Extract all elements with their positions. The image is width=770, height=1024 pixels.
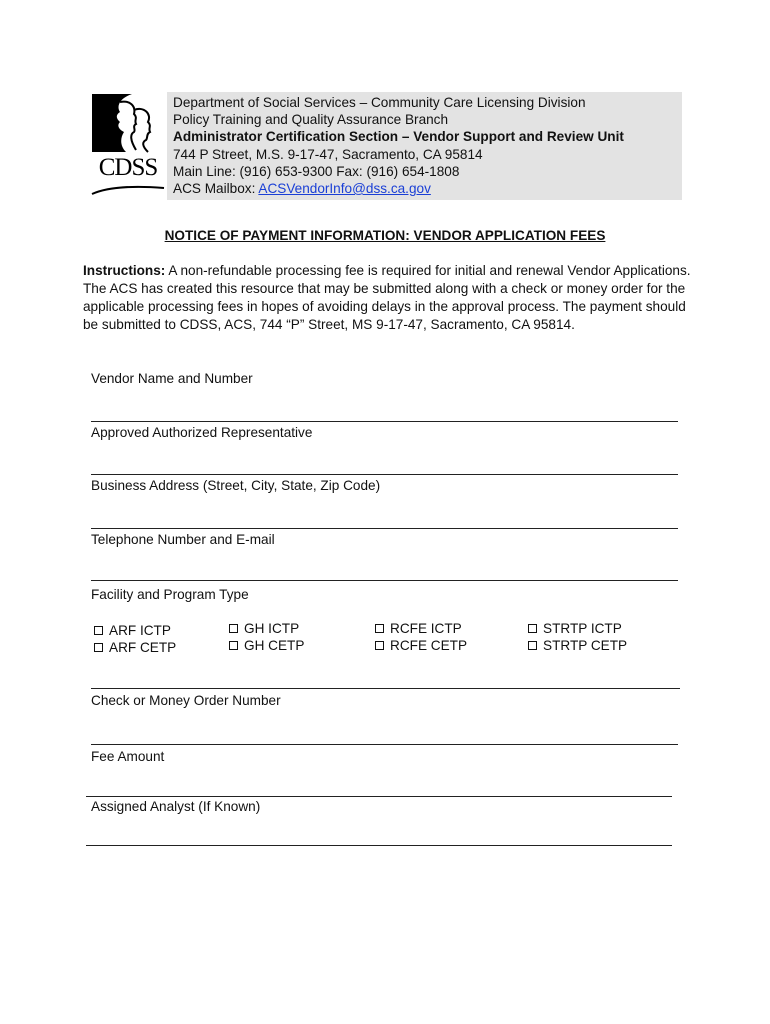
checkbox-icon[interactable] (528, 641, 537, 650)
program-group-gh (229, 620, 304, 654)
agency-header (167, 92, 682, 200)
agency-line-department: Department of Social Services – Community Care Licensing Division (173, 95, 586, 110)
business-address-label: Business Address (Street, City, State, Zip Code) (91, 478, 381, 493)
fee-amount-line[interactable] (86, 796, 672, 797)
mailbox-email-link[interactable]: ACSVendorInfo@dss.ca.gov (258, 181, 431, 197)
logo-wordmark: CDSS (98, 154, 158, 181)
authorized-rep-line[interactable] (91, 474, 678, 475)
facility-type-line[interactable] (91, 688, 680, 689)
checkbox-icon[interactable] (229, 641, 238, 650)
checkbox-arf-cetp[interactable] (94, 639, 176, 656)
program-group-arf (94, 622, 176, 656)
fee-amount-label: Fee Amount (91, 749, 165, 764)
instructions-text: A non-refundable processing fee is required for initial and renewal Vendor Applications. The ACS has created this resource that may be submitted along with a check or money order for the applicable processing fees in hopes of avoiding delays in the approval process. The payment should be submitted to CDSS, ACS, 744 “P” Street, MS 9-17-47, Sacramento, CA 95814. (83, 263, 691, 332)
checkbox-label: STRTP CETP (543, 638, 628, 653)
instructions (83, 262, 693, 334)
facility-type-label: Facility and Program Type (91, 587, 249, 602)
checkbox-icon[interactable] (528, 624, 537, 633)
checkbox-label: RCFE CETP (390, 638, 468, 653)
instructions-label: Instructions: (83, 263, 166, 278)
program-group-rcfe (375, 620, 467, 654)
telephone-label: Telephone Number and E-mail (91, 532, 275, 547)
agency-line-branch: Policy Training and Quality Assurance Branch (173, 112, 449, 128)
checkbox-label: STRTP ICTP (543, 621, 622, 636)
checkbox-icon[interactable] (375, 624, 384, 633)
analyst-label: Assigned Analyst (If Known) (91, 799, 261, 814)
checkbox-label: ARF ICTP (109, 623, 171, 638)
checkbox-icon[interactable] (229, 624, 238, 633)
telephone-line[interactable] (91, 580, 678, 581)
checkbox-label: ARF CETP (109, 640, 177, 655)
checkbox-label: RCFE ICTP (390, 621, 462, 636)
agency-line-phone: Main Line: (916) 653-9300 Fax: (916) 654-1808 (173, 163, 460, 179)
agency-line-address: 744 P Street, M.S. 9-17-47, Sacramento, CA 95814 (173, 146, 483, 162)
business-address-line[interactable] (91, 528, 678, 529)
checkbox-strtp-ictp[interactable] (528, 620, 627, 637)
checkbox-label: GH ICTP (244, 621, 300, 636)
authorized-rep-label: Approved Authorized Representative (91, 425, 313, 440)
vendor-name-label: Vendor Name and Number (91, 371, 253, 386)
profiles-icon (90, 92, 166, 154)
logo-swoosh-icon (90, 184, 166, 196)
checkbox-icon[interactable] (94, 626, 103, 635)
program-group-strtp (528, 620, 627, 654)
agency-line-mailbox (173, 180, 682, 197)
cdss-logo (90, 92, 166, 200)
check-number-label: Check or Money Order Number (91, 693, 281, 708)
checkbox-rcfe-cetp[interactable] (375, 637, 467, 654)
checkbox-gh-cetp[interactable] (229, 637, 304, 654)
checkbox-icon[interactable] (94, 643, 103, 652)
checkbox-label: GH CETP (244, 638, 305, 653)
mailbox-label: ACS Mailbox: (173, 181, 259, 197)
checkbox-rcfe-ictp[interactable] (375, 620, 467, 637)
notice-title: NOTICE OF PAYMENT INFORMATION: VENDOR APPLICATION FEES (164, 228, 606, 243)
vendor-name-line[interactable] (91, 421, 678, 422)
checkbox-icon[interactable] (375, 641, 384, 650)
agency-line-section: Administrator Certification Section – Vendor Support and Review Unit (173, 129, 624, 145)
analyst-line[interactable] (86, 845, 672, 846)
checkbox-gh-ictp[interactable] (229, 620, 304, 637)
check-number-line[interactable] (91, 744, 678, 745)
checkbox-arf-ictp[interactable] (94, 622, 176, 639)
checkbox-strtp-cetp[interactable] (528, 637, 627, 654)
